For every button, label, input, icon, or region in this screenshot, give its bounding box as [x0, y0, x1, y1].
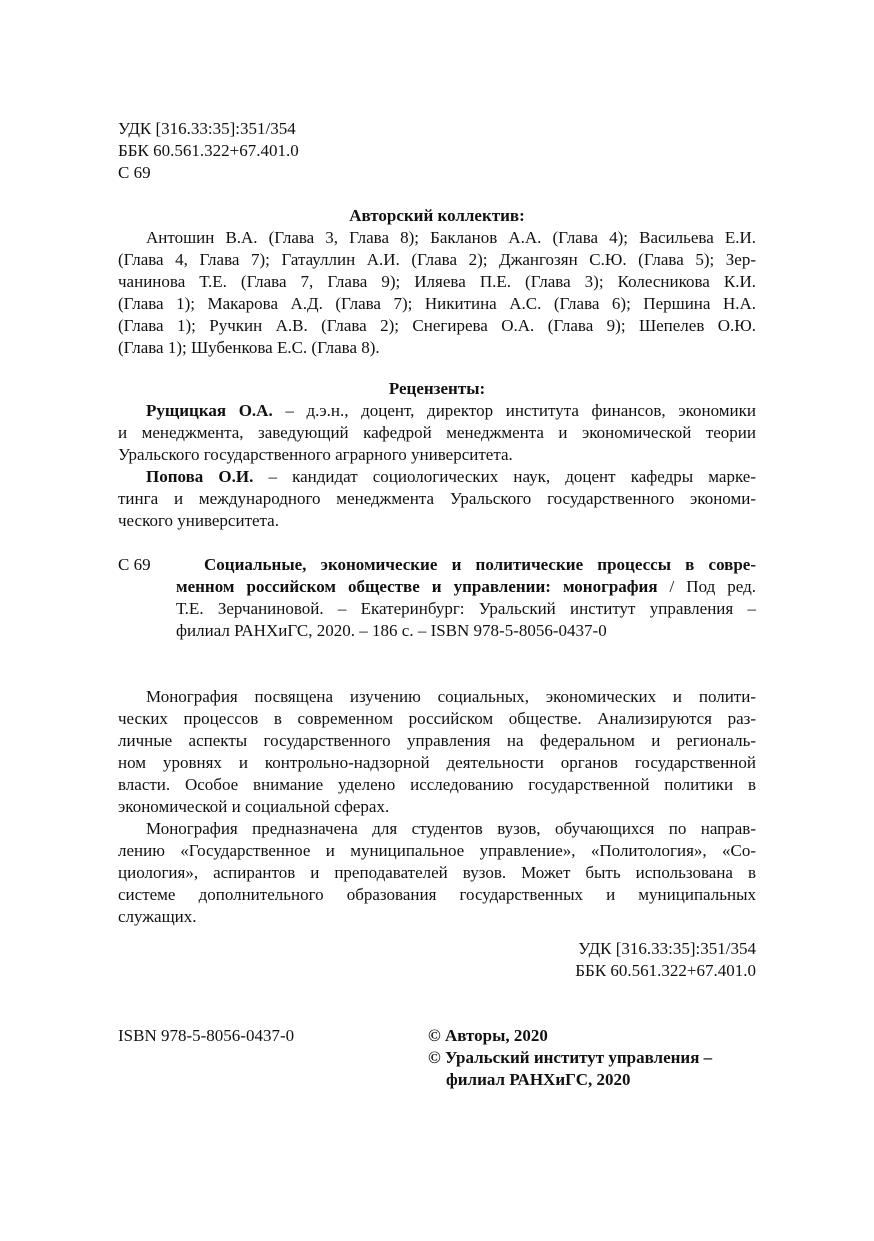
biblio-line: Т.Е. Зерчаниновой. – Екатеринбург: Уральский институт управления –: [176, 599, 756, 618]
abstract-line: личные аспекты государственного управления на федеральном и региональ-: [118, 731, 756, 750]
book-title-cont: менном российском обществе и управлении: монография: [176, 577, 658, 596]
authors-line: чанинова Т.Е. (Глава 7, Глава 9); Иляева П.Е. (Глава 3); Колесникова К.И.: [118, 272, 756, 291]
authors-heading: Авторский коллектив:: [349, 206, 525, 225]
abstract: [118, 686, 756, 928]
udk-code-bottom: УДК [316.33:35]:351/354: [578, 939, 756, 958]
reviewers-heading: Рецензенты:: [388, 379, 486, 398]
reviewer-2-name: Попова О.И.: [146, 467, 254, 486]
isbn: ISBN 978-5-8056-0437-0: [118, 1026, 295, 1045]
abstract-line: экономической и социальной сферах.: [118, 797, 390, 816]
copyright-authors: © Авторы, 2020: [428, 1026, 548, 1045]
reviewer-1-line: Уральского государственного аграрного университета.: [118, 445, 513, 464]
copyright-institute: © Уральский институт управления –: [428, 1048, 713, 1067]
biblio-code: С 69: [118, 555, 151, 574]
biblio-line: филиал РАНХиГС, 2020. – 186 с. – ISBN 978-5-8056-0437-0: [176, 621, 607, 640]
reviewer-1-line: Рущицкая О.А. – д.э.н., доцент, директор института финансов, экономики: [146, 401, 756, 420]
copyright-block: [428, 1025, 712, 1091]
authors-list: [118, 227, 756, 359]
abstract-line: Монография посвящена изучению социальных, экономических и полити-: [146, 687, 756, 706]
bbk-code: ББК 60.561.322+67.401.0: [118, 141, 299, 160]
reviewer-2-line: Попова О.И. – кандидат социологических наук, доцент кафедры марке-: [146, 467, 756, 486]
authors-line: (Глава 1); Макарова А.Д. (Глава 7); Никитина А.С. (Глава 6); Першина Н.А.: [118, 294, 756, 313]
udk-code: УДК [316.33:35]:351/354: [118, 119, 296, 138]
authors-line: (Глава 1); Ручкин А.В. (Глава 2); Снегирева О.А. (Глава 9); Шепелев О.Ю.: [118, 316, 756, 335]
reviewer-2-line: тинга и международного менеджмента Уральского государственного экономи-: [118, 489, 756, 508]
reviewer-1-name: Рущицкая О.А.: [146, 401, 273, 420]
copyright-institute-cont: филиал РАНХиГС, 2020: [446, 1070, 631, 1089]
author-mark: С 69: [118, 163, 151, 182]
biblio-entry: Социальные, экономические и политические процессы в совре- менном российском обществе и управлении: монография / Под ред. Т.Е. Зерчаниновой. – Екатеринбург: Уральский институт управления – филиал РАНХиГС, 2020. – 186 с. – ISBN 978-5-8056-0437-0: [176, 555, 756, 640]
abstract-line: циология», аспирантов и преподавателей вузов. Может быть использована в: [118, 863, 756, 882]
abstract-line: ном уровнях и контрольно-надзорной деятельности органов государственной: [118, 753, 756, 772]
abstract-line: Монография предназначена для студентов вузов, обучающихся по направ-: [146, 819, 756, 838]
authors-line: (Глава 4, Глава 7); Гатауллин А.И. (Глава 2); Джангозян С.Ю. (Глава 5); Зер-: [118, 250, 756, 269]
udk-block-top: [118, 118, 299, 184]
bbk-code-bottom: ББК 60.561.322+67.401.0: [575, 961, 756, 980]
authors-line: Антошин В.А. (Глава 3, Глава 8); Бакланов А.А. (Глава 4); Васильева Е.И.: [146, 228, 756, 247]
reviewer-2-line: ческого университета.: [118, 511, 279, 530]
reviewer-1-line: и менеджмента, заведующий кафедрой менеджмента и экономической теории: [118, 423, 756, 442]
book-title: Социальные, экономические и политические процессы в совре-: [204, 555, 756, 574]
abstract-line: служащих.: [118, 907, 197, 926]
abstract-line: лению «Государственное и муниципальное управление», «Политология», «Со-: [118, 841, 756, 860]
authors-line: (Глава 1); Шубенкова Е.С. (Глава 8).: [118, 338, 380, 357]
abstract-line: власти. Особое внимание уделено исследованию государственной политики в: [118, 775, 756, 794]
reviewers-list: [118, 400, 756, 532]
udk-block-bottom: [418, 938, 756, 982]
abstract-line: системе дополнительного образования государственных и муниципальных: [118, 885, 756, 904]
abstract-line: ческих процессов в современном российском обществе. Анализируются раз-: [118, 709, 756, 728]
